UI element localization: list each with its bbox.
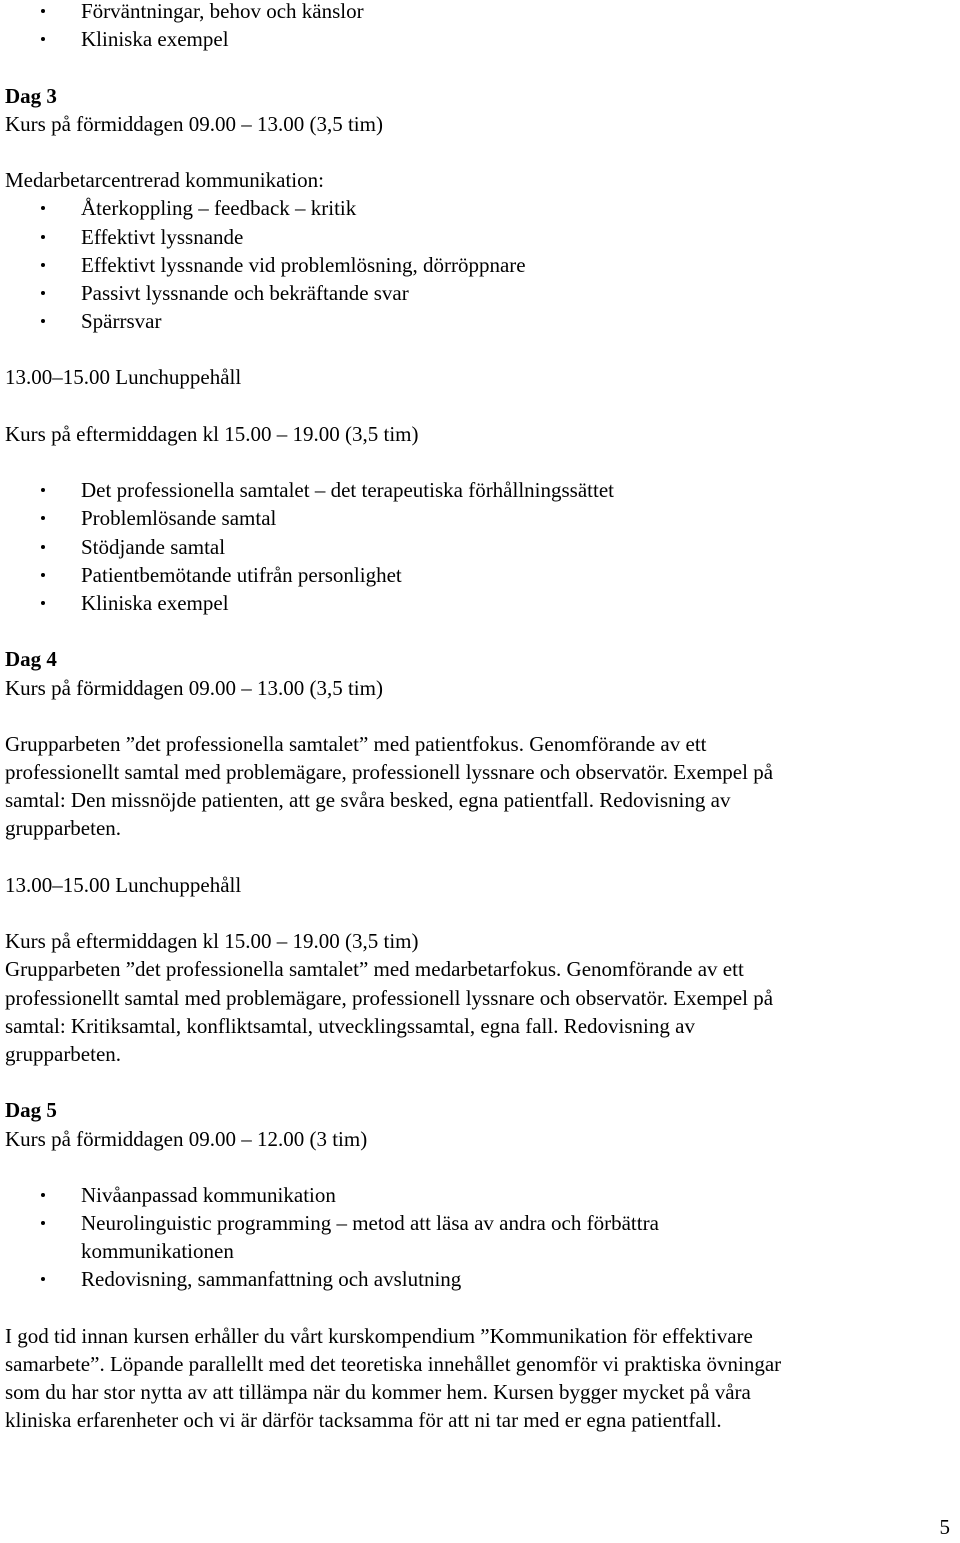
bullet-icon xyxy=(41,573,45,577)
list-item: Stödjande samtal xyxy=(5,533,950,561)
list-item: Kliniska exempel xyxy=(5,25,950,53)
bullet-icon xyxy=(41,1221,45,1225)
list-item: Förväntningar, behov och känslor xyxy=(5,0,950,25)
day4-morning-text-line: Grupparbeten ”det professionella samtalet” med patientfokus. Genomförande av ett xyxy=(5,731,707,756)
day4-morning-text-line: samtal: Den missnöjde patienten, att ge svåra besked, egna patientfall. Redovisning av xyxy=(5,788,731,813)
day4-morning-text-line: grupparbeten. xyxy=(5,816,122,841)
day4-afternoon-text-line: samtal: Kritiksamtal, konfliktsamtal, utvecklingssamtal, egna fall. Redovisning av xyxy=(5,1013,695,1038)
bullet-list-top xyxy=(5,0,950,53)
closing-paragraph-line: I god tid innan kursen erhåller du vårt kurskompendium ”Kommunikation för effektivare xyxy=(5,1323,753,1348)
list-item: Patientbemötande utifrån personlighet xyxy=(5,561,950,589)
list-item: Spärrsvar xyxy=(5,307,950,335)
list-item: Återkoppling – feedback – kritik xyxy=(5,194,950,222)
bullet-icon xyxy=(41,37,45,41)
closing-paragraph-line: som du har stor nytta av att tillämpa när du kommer hem. Kursen bygger mycket på våra xyxy=(5,1380,751,1405)
bullet-icon xyxy=(41,263,45,267)
list-item: Neurolinguistic programming – metod att läsa av andra och förbättra xyxy=(5,1209,950,1237)
day5-morning-time: Kurs på förmiddagen 09.00 – 12.00 (3 tim) xyxy=(5,1126,368,1151)
bullet-icon xyxy=(41,1277,45,1281)
day4-heading: Dag 4 xyxy=(5,647,57,672)
list-item: Problemlösande samtal xyxy=(5,504,950,532)
day3-bullet-list xyxy=(5,194,950,335)
bullet-icon xyxy=(41,9,45,13)
bullet-icon xyxy=(41,545,45,549)
list-item: Kliniska exempel xyxy=(5,589,950,617)
list-item: Effektivt lyssnande vid problemlösning, dörröppnare xyxy=(5,251,950,279)
document-page xyxy=(5,0,950,1435)
closing-paragraph-line: samarbete”. Löpande parallellt med det teoretiska innehållet genomför vi praktiska övningar xyxy=(5,1352,782,1376)
list-item: Effektivt lyssnande xyxy=(5,223,950,251)
bullet-icon xyxy=(41,1193,45,1197)
bullet-icon xyxy=(41,235,45,239)
list-item: Nivåanpassad kommunikation xyxy=(5,1181,950,1209)
bullet-icon xyxy=(41,488,45,492)
day5-heading: Dag 5 xyxy=(5,1098,57,1123)
day3-lunch: 13.00–15.00 Lunchuppehåll xyxy=(5,365,242,390)
bullet-icon xyxy=(41,206,45,210)
day3-afternoon-time: Kurs på eftermiddagen kl 15.00 – 19.00 (3,5 tim) xyxy=(5,421,419,446)
page-number: 5 xyxy=(939,1515,950,1539)
bullet-icon xyxy=(41,319,45,323)
closing-paragraph-line: kliniska erfarenheter och vi är därför tacksamma för att ni tar med er egna patientfall. xyxy=(5,1408,722,1433)
list-item: Passivt lyssnande och bekräftande svar xyxy=(5,279,950,307)
day4-lunch: 13.00–15.00 Lunchuppehåll xyxy=(5,872,242,897)
day3-afternoon-bullet-list xyxy=(5,476,950,617)
list-item: Det professionella samtalet – det terapeutiska förhållningssättet xyxy=(5,476,950,504)
day4-afternoon-time: Kurs på eftermiddagen kl 15.00 – 19.00 (3,5 tim) xyxy=(5,929,419,954)
bullet-icon xyxy=(41,516,45,520)
list-item-continuation: kommunikationen xyxy=(81,1239,234,1264)
day3-heading: Dag 3 xyxy=(5,83,57,108)
day4-afternoon-text-line: professionellt samtal med problemägare, professionell lyssnare och observatör. Exempel på xyxy=(5,985,774,1010)
day4-morning-time: Kurs på förmiddagen 09.00 – 13.00 (3,5 tim) xyxy=(5,675,383,700)
bullet-icon xyxy=(41,601,45,605)
day3-morning-time: Kurs på förmiddagen 09.00 – 13.00 (3,5 tim) xyxy=(5,111,383,136)
day3-topic: Medarbetarcentrerad kommunikation: xyxy=(5,168,324,193)
day4-afternoon-text-line: Grupparbeten ”det professionella samtalet” med medarbetarfokus. Genomförande av ett xyxy=(5,957,744,982)
day5-bullet-list xyxy=(5,1181,950,1294)
list-item: Redovisning, sammanfattning och avslutning xyxy=(5,1265,950,1293)
day4-afternoon-text-line: grupparbeten. xyxy=(5,1041,122,1066)
day4-morning-text-line: professionellt samtal med problemägare, professionell lyssnare och observatör. Exempel på xyxy=(5,760,774,785)
bullet-icon xyxy=(41,291,45,295)
